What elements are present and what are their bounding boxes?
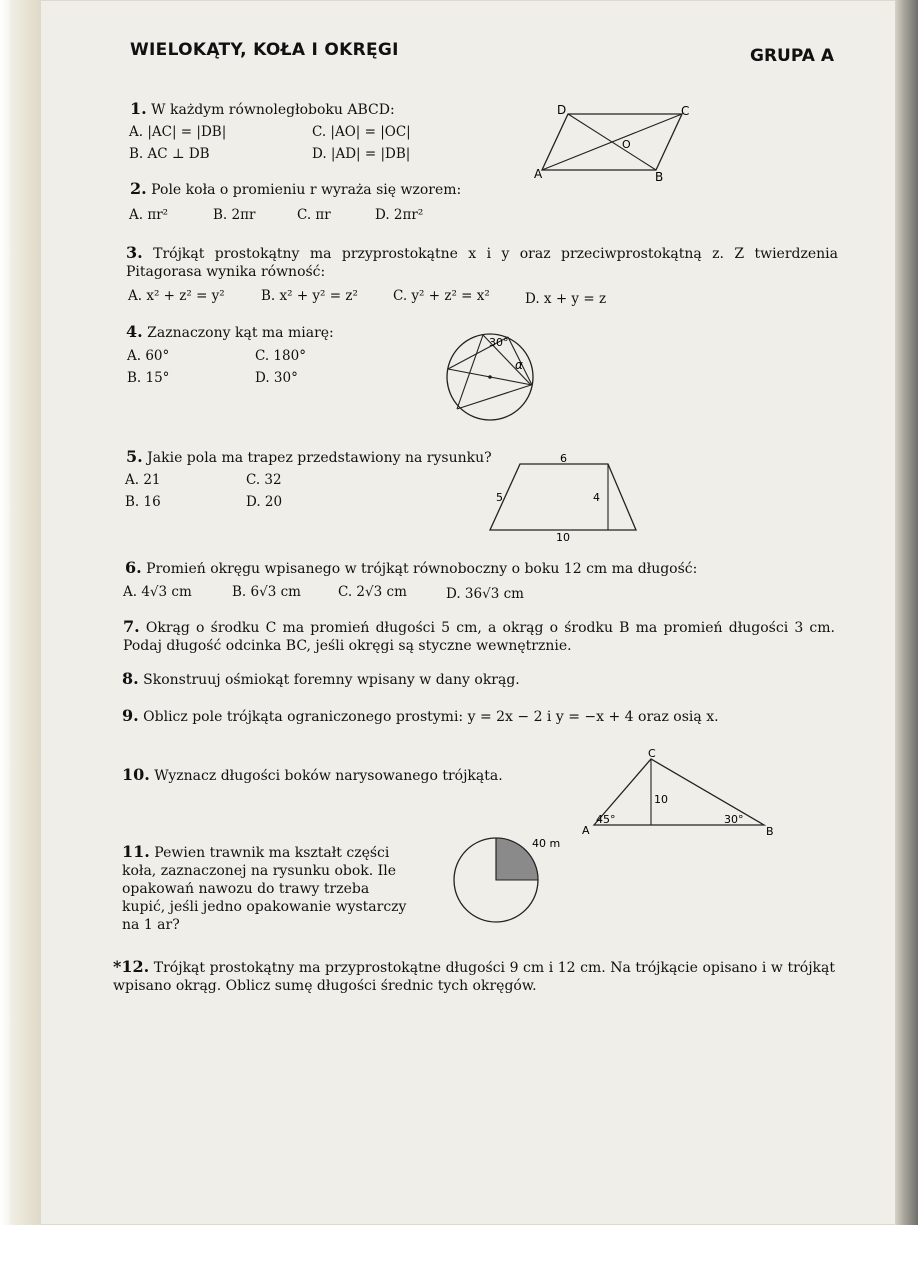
question-number: 8.	[122, 669, 139, 688]
label-b: B	[766, 825, 774, 838]
question-number: 4.	[126, 322, 143, 341]
question-text: W każdym równoległoboku ABCD:	[151, 102, 395, 118]
label-height: 10	[654, 793, 668, 806]
question-text: Promień okręgu wpisanego w trójkąt równoboczny o boku 12 cm ma długość:	[146, 561, 698, 577]
group-label: GRUPA A	[750, 46, 834, 66]
label-bottom: 10	[556, 531, 570, 544]
label-a: A	[534, 167, 543, 181]
question-3	[126, 244, 838, 281]
question-text: Trójkąt prostokątny ma przyprostokątne długości 9 cm i 12 cm. Na trójkącie opisano i w trójkąt wpisano okrąg. Oblicz sumę długości średnic tych okręgów.	[113, 960, 835, 994]
question-number: 9.	[122, 706, 139, 725]
circle-center	[488, 375, 492, 379]
option-b: B. AC ⊥ DB	[129, 146, 210, 162]
label-c: C	[681, 104, 690, 118]
question-2	[130, 180, 461, 199]
question-number: 11.	[122, 842, 150, 861]
question-text: Zaznaczony kąt ma miarę:	[147, 325, 334, 341]
question-number: 6.	[125, 558, 142, 577]
question-text: Jakie pola ma trapez przedstawiony na rysunku?	[147, 450, 492, 466]
label-top: 6	[560, 452, 567, 465]
inscribed-angle-figure	[440, 325, 545, 430]
question-number: 3.	[126, 243, 143, 262]
option-b: B. 16	[125, 494, 161, 510]
question-9	[122, 707, 719, 726]
question-number: 2.	[130, 179, 147, 198]
parallelogram-figure	[530, 100, 700, 185]
radius-label: 40 m	[532, 837, 561, 850]
option-b: B. 2πr	[213, 207, 256, 223]
option-a: A. 21	[125, 472, 161, 488]
question-text: Pewien trawnik ma kształt części koła, zaznaczonej na rysunku obok. Ile opakowań nawozu do trawy trzeba kupić, jeśli jedno opakowanie wystarczy na 1 ar?	[122, 845, 407, 933]
option-c: C. |AO| = |OC|	[312, 124, 411, 140]
option-b: B. 6√3 cm	[232, 584, 301, 600]
angle-30: 30°	[724, 813, 744, 826]
option-d: D. |AD| = |DB|	[312, 146, 411, 162]
question-4	[126, 323, 334, 342]
label-c: C	[648, 747, 656, 760]
question-text: Skonstruuj ośmiokąt foremny wpisany w dany okrąg.	[143, 672, 520, 688]
question-text: Oblicz pole trójkąta ograniczonego prostymi: y = 2x − 2 i y = −x + 4 oraz osią x.	[143, 709, 719, 725]
option-a: A. x² + z² = y²	[128, 288, 225, 304]
question-number: *12.	[113, 957, 150, 976]
question-11	[122, 843, 412, 934]
option-a: A. πr²	[129, 207, 169, 223]
question-text: Trójkąt prostokątny ma przyprostokątne x i y oraz przeciwprostokątną z. Z twierdzenia Pitagorasa wynika równość:	[126, 246, 838, 280]
option-c: C. y² + z² = x²	[393, 288, 490, 304]
angle-label-30: 30°	[489, 336, 509, 349]
diagonal-db	[568, 114, 656, 170]
option-d: D. x + y = z	[525, 291, 607, 307]
option-c: C. 180°	[255, 348, 306, 364]
question-text: Wyznacz długości boków narysowanego trójkąta.	[154, 768, 503, 784]
page-title: WIELOKĄTY, KOŁA I OKRĘGI	[130, 40, 399, 60]
question-5	[126, 448, 492, 467]
option-a: A. 4√3 cm	[123, 584, 192, 600]
option-a: A. |AC| = |DB|	[129, 124, 227, 140]
label-o: O	[622, 138, 631, 151]
option-d: D. 36√3 cm	[446, 586, 524, 602]
label-left: 5	[496, 491, 503, 504]
option-c: C. 2√3 cm	[338, 584, 407, 600]
trapezoid-shape	[490, 464, 636, 530]
option-b: B. 15°	[127, 370, 170, 386]
option-c: C. πr	[297, 207, 331, 223]
option-d: D. 20	[246, 494, 283, 510]
question-6	[125, 559, 697, 578]
question-text: Pole koła o promieniu r wyraża się wzorem:	[151, 182, 462, 198]
label-b: B	[655, 170, 664, 184]
question-12	[113, 958, 835, 995]
label-d: D	[557, 103, 567, 117]
page-edge-shadow	[895, 0, 918, 1225]
question-7	[123, 618, 835, 655]
trapezoid-figure	[480, 448, 645, 544]
triangle-figure	[578, 745, 778, 840]
angle-label-alpha: α	[515, 358, 523, 372]
option-d: D. 30°	[255, 370, 298, 386]
option-a: A. 60°	[127, 348, 170, 364]
scan-bottom-margin	[0, 1225, 918, 1263]
question-number: 1.	[130, 99, 147, 118]
option-c: C. 32	[246, 472, 282, 488]
question-number: 10.	[122, 765, 150, 784]
label-height: 4	[593, 491, 600, 504]
lawn-sector-figure	[448, 830, 598, 925]
question-8	[122, 670, 520, 689]
question-10	[122, 766, 503, 785]
question-number: 7.	[123, 617, 140, 636]
angle-45: 45°	[596, 813, 616, 826]
option-d: D. 2πr²	[375, 207, 424, 223]
question-number: 5.	[126, 447, 143, 466]
question-text: Okrąg o środku C ma promień długości 5 cm, a okrąg o środku B ma promień długości 3 cm. Podaj długość odcinka BC, jeśli okręgi są styczne wewnętrznie.	[123, 620, 835, 654]
label-a: A	[582, 824, 590, 837]
question-1	[130, 100, 395, 119]
option-b: B. x² + y² = z²	[261, 288, 358, 304]
